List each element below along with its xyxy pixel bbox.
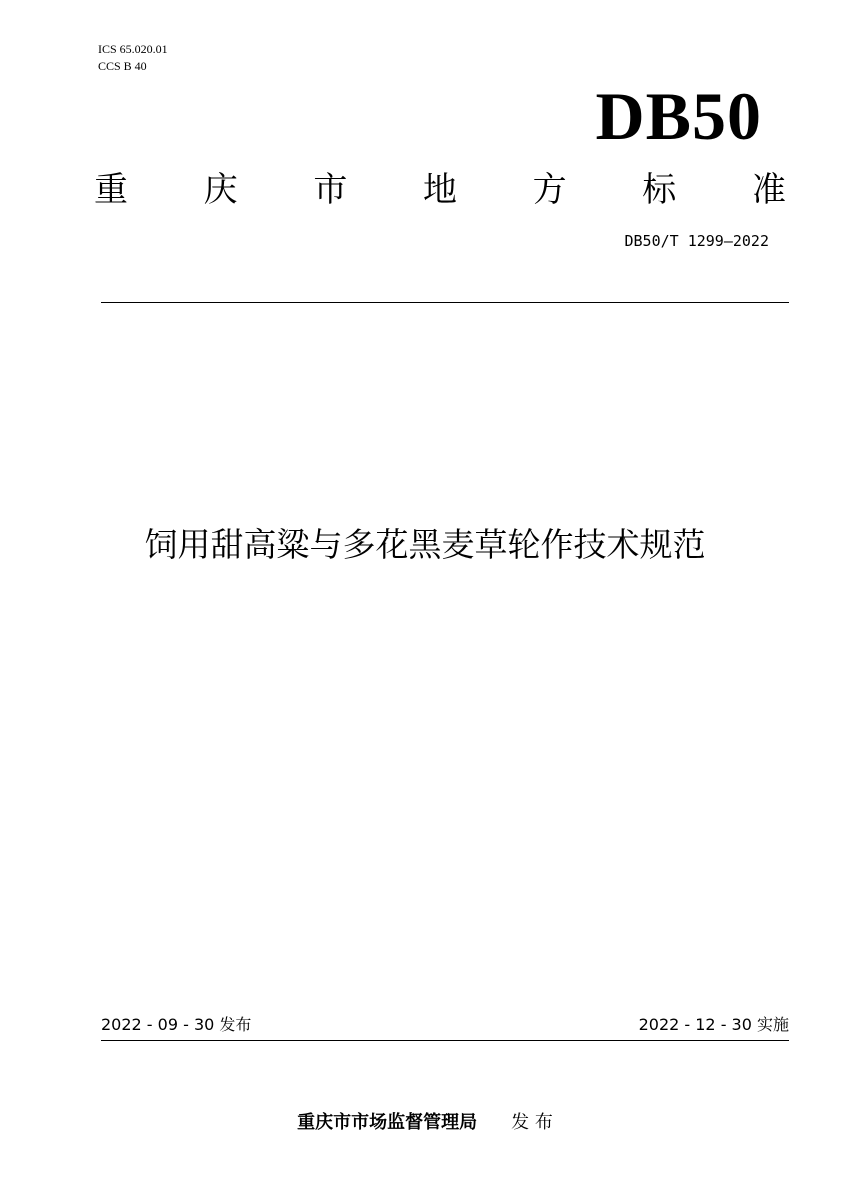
publisher-line <box>0 1110 850 1136</box>
standard-type-char: 准 <box>751 170 786 210</box>
standard-type-char: 重 <box>94 170 128 210</box>
publisher-action: 发 布 <box>511 1112 553 1133</box>
document-title: 饲用甜高粱与多花黑麦草轮作技术规范 <box>144 525 706 564</box>
db-code-mark: DB50 <box>595 78 762 154</box>
standard-type-char: 方 <box>532 170 567 210</box>
standard-type-char: 地 <box>422 170 457 210</box>
header-divider <box>101 302 789 303</box>
ics-code: ICS 65.020.01 <box>98 42 168 56</box>
classification-codes <box>98 41 168 75</box>
standard-number: DB50/T 1299—2022 <box>624 232 769 250</box>
standard-type-char: 庆 <box>203 170 238 210</box>
implement-date: 2022 - 12 - 30 实施 <box>638 1015 789 1034</box>
standard-type-char: 市 <box>313 170 348 210</box>
standard-type-heading <box>94 168 786 212</box>
footer-divider <box>101 1040 789 1041</box>
standard-type-char: 标 <box>642 170 677 210</box>
publisher-name: 重庆市市场监督管理局 <box>297 1112 478 1133</box>
ccs-code: CCS B 40 <box>98 59 147 73</box>
publish-date: 2022 - 09 - 30 发布 <box>101 1015 252 1034</box>
